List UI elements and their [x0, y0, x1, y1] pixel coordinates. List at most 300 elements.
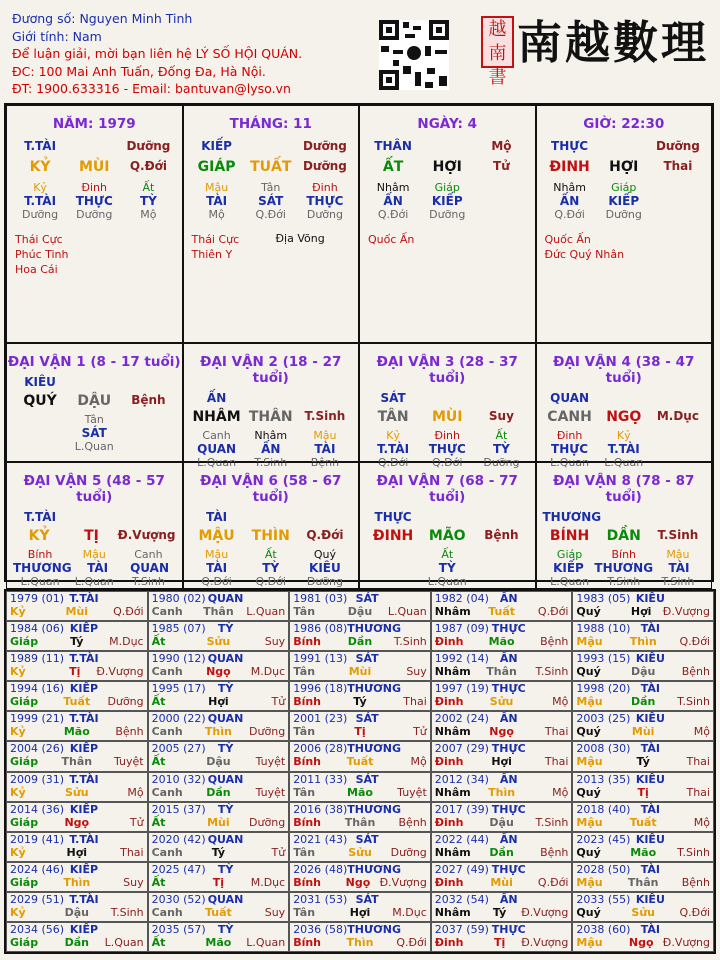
year-line-2	[293, 936, 427, 949]
year-label: 2025 (47)	[151, 862, 206, 876]
spacer	[529, 773, 569, 786]
pillar-god: TỲ	[139, 194, 157, 208]
year-stem: Giáp	[10, 695, 39, 709]
year-stem: Canh	[151, 665, 183, 679]
year-label: 2002 (24)	[434, 712, 489, 726]
year-line-1	[293, 742, 427, 755]
spacer	[670, 833, 710, 846]
year-line-1	[576, 592, 710, 605]
dai-van-god: THỰC	[551, 442, 589, 456]
header-info	[12, 10, 372, 98]
pillar-top: Mộ	[491, 139, 512, 153]
dai-van-stage: L.Quan	[197, 456, 237, 469]
pillar-ganzhi: MÙI	[78, 159, 110, 175]
pillar-ganzhi: KỶ	[29, 159, 51, 175]
pillar-ganzhi: ĐINH	[549, 159, 590, 175]
year-stem: Canh	[151, 785, 183, 799]
year-god: ẤN	[499, 712, 518, 726]
year-stem: Giáp	[10, 635, 39, 649]
year-branch: Hợi	[630, 605, 652, 618]
year-stem: Ất	[151, 635, 166, 649]
year-branch: Dậu	[630, 665, 656, 679]
year-god: ẤN	[499, 892, 518, 906]
year-cell	[6, 862, 148, 892]
dai-van-hidden-row	[360, 429, 535, 442]
year-branch: Dần	[64, 935, 89, 949]
year-line-2	[435, 906, 569, 919]
year-line-1	[10, 592, 144, 605]
year-god: SÁT	[355, 892, 379, 906]
year-label: 2026 (48)	[293, 862, 348, 876]
dai-van-god: QUAN	[197, 442, 237, 456]
pillar-god: T.TÀI	[24, 194, 57, 208]
year-stem: Mậu	[576, 935, 603, 949]
year-god: TÀI	[640, 922, 660, 936]
dai-van-god	[474, 561, 528, 575]
year-line-1	[293, 773, 427, 786]
year-stage: M.Dục	[109, 635, 144, 649]
dai-van-god-row	[360, 561, 535, 575]
year-line-1	[152, 682, 286, 695]
dai-van-stage	[13, 440, 67, 453]
pillar-god-row	[184, 194, 359, 208]
year-label: 2035 (57)	[151, 922, 206, 936]
year-branch: Thìn	[346, 935, 374, 949]
year-cell	[572, 832, 714, 862]
year-god: QUAN	[207, 652, 244, 666]
year-line-1	[576, 863, 710, 876]
year-line-1	[152, 803, 286, 816]
year-stem: Nhâm	[434, 665, 471, 679]
pillar-cell	[183, 105, 360, 343]
year-branch: Tuất	[346, 755, 374, 769]
dai-van-title: ĐẠI VẬN 7 (68 - 77 tuổi)	[376, 473, 518, 505]
year-cell	[6, 711, 148, 741]
dai-van-ganzhi-row	[537, 528, 712, 544]
year-line-1	[10, 803, 144, 816]
pillar-hidden: Giáp	[434, 181, 460, 194]
pillar-ganzhi: ẤT	[382, 159, 404, 175]
year-branch: Ngọ	[628, 935, 654, 949]
year-branch: Mùi	[490, 875, 513, 889]
pillar-ganzhi: GIÁP	[197, 159, 236, 175]
year-stage: Bệnh	[115, 725, 144, 739]
spacer	[104, 742, 144, 755]
dai-van-god: THƯƠNG	[13, 561, 72, 575]
year-cell	[289, 802, 431, 832]
dai-van-god: KIÊU	[309, 561, 341, 575]
year-stem: Kỷ	[10, 905, 26, 919]
year-branch: Sửu	[348, 845, 372, 859]
dai-van-title: ĐẠI VẬN 8 (78 - 87 tuổi)	[553, 473, 695, 505]
year-cell	[289, 711, 431, 741]
pillar-god	[651, 194, 705, 208]
year-branch: Tý	[636, 755, 650, 769]
dai-van-ganzhi: QUÝ	[23, 393, 57, 409]
year-line-1	[576, 622, 710, 635]
year-line-2	[152, 876, 286, 889]
year-line-2	[152, 846, 286, 859]
year-line-2	[10, 816, 144, 829]
year-branch: Tị	[69, 665, 81, 679]
spacer	[104, 803, 144, 816]
year-god: THỰC	[491, 622, 526, 636]
dai-van-god-row	[7, 426, 182, 440]
pillar-top: THÂN	[374, 139, 412, 153]
spacer	[104, 893, 144, 906]
spacer	[104, 863, 144, 876]
year-label: 2010 (32)	[151, 772, 206, 786]
year-god: TÀI	[640, 802, 660, 816]
year-line-1	[152, 622, 286, 635]
year-stage: Đ.Vượng	[662, 605, 710, 618]
dai-van-god: ẤN	[261, 442, 281, 456]
year-stem: Ất	[151, 755, 166, 769]
year-stem: Giáp	[10, 935, 39, 949]
year-line-1	[435, 712, 569, 725]
year-stage: Q.Đới	[679, 635, 710, 649]
dai-van-hidden: Ất	[264, 548, 277, 561]
pillar-top: Dưỡng	[655, 139, 700, 153]
year-branch: Tị	[493, 935, 506, 949]
spacer	[298, 510, 352, 524]
year-stem: Canh	[151, 605, 183, 618]
year-stage: L.Quan	[387, 605, 427, 618]
year-stage: Bệnh	[540, 635, 569, 649]
spacer	[529, 803, 569, 816]
year-line-2	[10, 665, 144, 678]
year-stage: Thai	[686, 785, 710, 799]
year-cell	[148, 681, 290, 711]
year-stage: Dưỡng	[249, 815, 286, 829]
year-stage: Suy	[264, 905, 286, 919]
year-line-2	[576, 665, 710, 678]
year-label: 2006 (28)	[293, 742, 348, 756]
year-stem: Nhâm	[434, 845, 471, 859]
dai-van-stage: Q.Đới	[377, 456, 409, 469]
dai-van-ganzhi: M.Dục	[656, 409, 699, 423]
year-line-1	[576, 682, 710, 695]
year-stem: Ất	[151, 935, 166, 949]
spacer	[245, 773, 285, 786]
year-god: ẤN	[499, 652, 518, 666]
star-item: Phúc Tinh	[15, 248, 69, 261]
pillar-hidden: Nhâm	[553, 181, 586, 194]
year-stem: Đinh	[434, 695, 464, 709]
dai-van-hidden	[121, 413, 175, 426]
year-stage: L.Quan	[246, 605, 286, 618]
year-cell	[431, 802, 573, 832]
year-stage: Q.Đới	[537, 875, 569, 889]
year-god: TỲ	[217, 682, 234, 696]
dai-van-god: T.TÀI	[607, 442, 640, 456]
spacer	[104, 773, 144, 786]
pillar-stage: Q.Đới	[255, 208, 286, 221]
year-god: TÀI	[640, 742, 660, 756]
dai-van-hidden: Bính	[27, 548, 53, 561]
year-label: 1996 (18)	[293, 682, 348, 696]
year-cell	[431, 651, 573, 681]
dai-van-ganzhi: TỊ	[84, 528, 99, 544]
spacer	[401, 682, 427, 695]
dai-van-hidden: Mậu	[666, 548, 690, 561]
year-line-1	[435, 863, 569, 876]
pillar-god: TÀI	[206, 194, 228, 208]
year-stage: Q.Đới	[396, 935, 427, 949]
year-label: 2029 (51)	[10, 892, 65, 906]
dai-van-stage	[366, 575, 420, 588]
pillar-hidden: Nhâm	[376, 181, 410, 194]
year-label: 2001 (23)	[293, 712, 348, 726]
year-line-1	[10, 682, 144, 695]
year-stage: Mộ	[693, 815, 710, 829]
year-cell	[6, 802, 148, 832]
year-line-2	[10, 605, 144, 618]
year-branch: Thìn	[488, 785, 516, 799]
pillar-stage-row	[537, 208, 712, 221]
pillar-stars	[545, 232, 625, 262]
dai-van-hidden	[13, 413, 67, 426]
star-item: Quốc Ấn	[368, 233, 415, 246]
dai-van-ganzhi: ĐINH	[372, 528, 414, 544]
year-god: QUAN	[207, 892, 244, 906]
year-stage: T.Sinh	[677, 695, 710, 709]
year-line-2	[152, 635, 286, 648]
year-branch: Dậu	[489, 815, 514, 829]
year-branch: Tị	[212, 875, 225, 889]
year-god: KIẾP	[69, 622, 99, 636]
spacer	[529, 742, 569, 755]
year-line-2	[435, 695, 569, 708]
dai-van-god-row	[360, 442, 535, 456]
year-line-2	[293, 786, 427, 799]
year-stem: Tân	[293, 665, 316, 679]
year-cell	[572, 681, 714, 711]
dai-van-stage: Q.Đới	[255, 575, 286, 588]
dai-van-hidden: Ất	[441, 548, 454, 561]
year-god: KIẾP	[69, 922, 99, 936]
dai-van-stage: Dưỡng	[483, 456, 520, 469]
year-stem: Canh	[151, 905, 183, 919]
dai-van-god-row	[7, 561, 182, 575]
year-stem: Bính	[293, 875, 322, 889]
year-stem: Đinh	[434, 935, 464, 949]
year-line-1	[293, 923, 427, 936]
year-stage: Bệnh	[681, 875, 710, 889]
year-cell	[148, 922, 290, 952]
spacer	[104, 592, 144, 605]
pillar-ganzhi: Q.Đới	[129, 159, 167, 173]
year-stage: Tử	[129, 815, 144, 829]
year-label: 2008 (30)	[576, 742, 631, 756]
year-god: TỲ	[217, 862, 234, 876]
year-line-1	[293, 652, 427, 665]
year-label: 2019 (41)	[10, 832, 65, 846]
year-branch: Hợi	[491, 755, 512, 769]
year-stem: Giáp	[10, 815, 39, 829]
year-branch: Sửu	[65, 785, 89, 799]
year-stage: Đ.Vượng	[96, 665, 144, 679]
year-god: T.TÀI	[69, 832, 99, 846]
spacer	[474, 391, 528, 405]
year-line-1	[435, 923, 569, 936]
year-label: 1995 (17)	[151, 682, 206, 696]
pillar-top: T.TÀI	[24, 139, 57, 153]
year-label: 1984 (06)	[10, 622, 65, 636]
pillar-god: THỰC	[75, 194, 113, 208]
year-stage: Dưỡng	[390, 845, 427, 859]
year-stem: Bính	[293, 695, 322, 709]
spacer	[601, 510, 653, 524]
spacer	[245, 923, 285, 936]
year-label: 2013 (35)	[576, 772, 631, 786]
year-line-2	[10, 755, 144, 768]
spacer	[670, 622, 710, 635]
spacer	[298, 391, 352, 405]
year-label: 1989 (11)	[10, 652, 65, 666]
spacer	[529, 893, 569, 906]
year-stem: Mậu	[576, 755, 603, 769]
year-line-2	[576, 695, 710, 708]
year-branch: Thìn	[204, 725, 232, 739]
star-item: Thiên Y	[191, 248, 233, 261]
year-stage: Tử	[413, 725, 427, 739]
spacer	[387, 833, 427, 846]
year-stage: Thai	[120, 845, 144, 859]
year-label: 2016 (38)	[293, 802, 348, 816]
dai-van-ganzhi: MÙI	[431, 409, 463, 425]
star-item: Thái Cực	[15, 233, 63, 246]
year-branch: Ngọ	[345, 875, 371, 889]
year-branch: Mão	[63, 725, 90, 739]
year-label: 1986 (08)	[293, 622, 348, 636]
year-cell	[148, 591, 290, 621]
dai-van-god: T.TÀI	[24, 510, 57, 524]
year-god: TỲ	[217, 922, 234, 936]
year-stem: Mậu	[576, 695, 603, 709]
pillar-stage: Dưỡng	[76, 208, 113, 221]
year-line-1	[152, 652, 286, 665]
year-label: 2011 (33)	[293, 772, 348, 786]
year-line-1	[152, 773, 286, 786]
year-line-2	[293, 695, 427, 708]
year-line-1	[10, 652, 144, 665]
year-label: 2000 (22)	[151, 712, 206, 726]
year-stage: M.Dục	[392, 905, 427, 919]
dai-van-title: ĐẠI VẬN 2 (18 - 27 tuổi)	[200, 354, 342, 386]
year-stage: Suy	[264, 635, 286, 649]
spacer	[474, 510, 528, 524]
year-line-2	[152, 725, 286, 738]
pillar-hidden-row	[7, 181, 182, 194]
year-label: 2004 (26)	[10, 742, 65, 756]
dai-van-stage-row	[7, 440, 182, 453]
year-cell	[431, 832, 573, 862]
year-god: KIÊU	[635, 832, 665, 846]
year-label: 1997 (19)	[434, 682, 489, 696]
dai-van-stage: T.Sinh	[131, 575, 165, 588]
pillar-hidden-row	[537, 181, 712, 194]
year-stem: Bính	[293, 755, 322, 769]
dai-van-top-row	[184, 510, 359, 524]
year-god: QUAN	[207, 712, 244, 726]
dai-van-god: TÀI	[206, 561, 228, 575]
dai-van-stage: L.Quan	[74, 440, 114, 453]
dai-van-god: QUAN	[550, 391, 590, 405]
year-line-2	[293, 906, 427, 919]
dai-van-cell	[359, 343, 536, 469]
spacer	[651, 391, 705, 405]
year-line-1	[435, 592, 569, 605]
year-label: 1992 (14)	[434, 652, 489, 666]
dai-van-ganzhi: DẦN	[606, 528, 641, 544]
year-stage: Bệnh	[398, 815, 427, 829]
year-stem: Đinh	[434, 875, 464, 889]
year-stage: Dưỡng	[249, 725, 286, 739]
year-line-2	[293, 816, 427, 829]
dai-van-stage: T.Sinh	[607, 575, 641, 588]
dai-van-hidden: Canh	[134, 548, 163, 561]
year-god: TÀI	[640, 862, 660, 876]
year-god: TÀI	[640, 622, 660, 636]
year-cell	[6, 772, 148, 802]
year-line-2	[576, 725, 710, 738]
dai-van-cell	[183, 343, 360, 469]
dai-van-stage	[474, 575, 528, 588]
pillar-stage: Mộ	[140, 208, 157, 221]
year-stem: Kỷ	[10, 665, 26, 679]
year-label: 2030 (52)	[151, 892, 206, 906]
year-label: 2021 (43)	[293, 832, 348, 846]
spacer	[67, 375, 121, 389]
year-label: 2033 (55)	[576, 892, 631, 906]
year-branch: Tý	[353, 695, 367, 709]
spacer	[401, 742, 427, 755]
dai-van-stage-row	[7, 575, 182, 588]
dai-van-ganzhi: KỶ	[28, 528, 50, 544]
year-line-1	[576, 712, 710, 725]
year-line-2	[10, 876, 144, 889]
pillar-top	[597, 139, 651, 153]
year-cell	[148, 651, 290, 681]
year-stem: Bính	[293, 815, 322, 829]
pillar-ganzhi: TUẤT	[250, 159, 292, 175]
pillar-stars	[368, 232, 414, 247]
pillar-stars	[15, 232, 69, 277]
year-cell	[431, 772, 573, 802]
year-line-1	[10, 742, 144, 755]
year-line-1	[152, 592, 286, 605]
year-stage: Tuyệt	[255, 785, 286, 799]
spacer	[670, 712, 710, 725]
year-stage: T.Sinh	[535, 815, 569, 829]
dai-van-hidden: Canh	[202, 429, 231, 442]
year-stage: Tử	[271, 695, 286, 709]
pillar-top-row	[360, 139, 535, 153]
dai-van-stage: L.Quan	[604, 456, 644, 469]
pillar-god-row	[360, 194, 535, 208]
dai-van-ganzhi: MẬU	[198, 528, 235, 544]
dai-van-god: THỰC	[428, 442, 466, 456]
year-stage: T.Sinh	[393, 635, 427, 649]
dai-van-god: TỲ	[438, 561, 456, 575]
pillar-top-row	[537, 139, 712, 153]
year-stem: Tân	[293, 785, 316, 799]
pillar-ganzhi: Dưỡng	[302, 159, 347, 173]
year-stage: Bệnh	[540, 845, 569, 859]
dai-van-stage: Bệnh	[310, 456, 340, 469]
year-label: 1993 (15)	[576, 652, 631, 666]
